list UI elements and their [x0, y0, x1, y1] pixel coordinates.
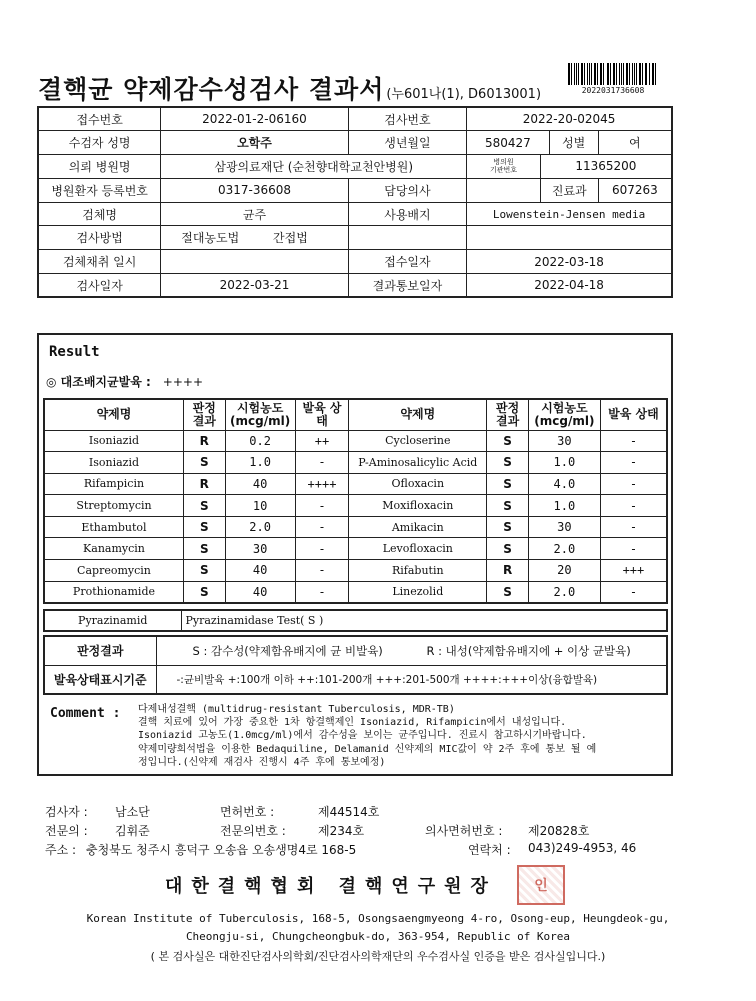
comment-line: Isoniazid 고농도(1.0mcg/ml)에서 감수성을 보이는 균주입니다. 진료시 참고하시기바랍니다.	[138, 730, 587, 742]
judgement: S	[183, 452, 225, 474]
table-row	[44, 581, 667, 603]
label-specimen: 검체명	[38, 202, 161, 226]
doctor-license-no: 제20828호	[528, 824, 590, 838]
pyrazinamide-row	[43, 609, 668, 632]
value-report-date: 2022-04-18	[467, 274, 672, 298]
value-department: 607263	[598, 178, 672, 202]
tester-label: 검사자 :	[45, 805, 88, 819]
test-concentration: 10	[225, 495, 295, 517]
test-concentration: 40	[225, 560, 295, 582]
test-concentration: 1.0	[528, 495, 600, 517]
value-institution-no: 11365200	[540, 155, 672, 179]
test-concentration: 20	[528, 560, 600, 582]
test-concentration: 2.0	[528, 538, 600, 560]
judgement: S	[183, 495, 225, 517]
judge-s: S : 감수성(약제함유배지에 균 비발육)	[192, 643, 383, 658]
header-row	[38, 107, 672, 131]
test-concentration: 2.0	[528, 581, 600, 603]
test-concentration: 40	[225, 581, 295, 603]
label-hospital-patient-no: 병원환자 등록번호	[38, 178, 161, 202]
result-title: Result	[49, 344, 100, 360]
col-drug: 약제명	[44, 399, 183, 430]
col-conc: 시험농도 (mcg/ml)	[528, 399, 600, 430]
legend-table	[43, 635, 668, 695]
value-hospital-patient-no: 0317-36608	[161, 178, 348, 202]
title-main: 결핵균 약제감수성검사 결과서	[38, 75, 385, 104]
growth-status: -	[600, 581, 667, 603]
drug-name: Streptomycin	[44, 495, 183, 517]
drug-name: Rifampicin	[44, 473, 183, 495]
col-conc: 시험농도 (mcg/ml)	[225, 399, 295, 430]
test-concentration: 30	[225, 538, 295, 560]
growth-status: -	[600, 538, 667, 560]
label-institution-line1: 병의원	[493, 157, 514, 166]
growth-status: -	[295, 560, 349, 582]
label-institution-no	[467, 155, 541, 179]
header-row	[38, 178, 672, 202]
test-concentration: 30	[528, 516, 600, 538]
contact-text: 043)249-4953, 46	[528, 841, 637, 855]
empty-cell	[348, 226, 466, 250]
contact-label: 연락처 :	[468, 843, 511, 857]
header-row	[38, 226, 672, 250]
growth-status: ++	[295, 430, 349, 452]
judgement: R	[183, 430, 225, 452]
address-text: 충청북도 청주시 흥덕구 오송읍 오송생명4로 168-5	[86, 843, 357, 857]
doctor-license-label: 의사면허번호 :	[425, 824, 503, 838]
growth-status: -	[295, 538, 349, 560]
test-concentration: 0.2	[225, 430, 295, 452]
judgement: S	[487, 452, 529, 474]
barcode-number: 2022031736608	[581, 86, 645, 95]
culture-value: ++++	[162, 375, 203, 389]
col-judge: 판정 결과	[487, 399, 529, 430]
value-sex: 여	[598, 131, 672, 155]
comment-line: 정입니다.(신약제 재검사 진행시 4주 후에 통보예정)	[138, 756, 386, 768]
birthdate-text: 580427	[467, 131, 550, 154]
value-test-date: 2022-03-21	[161, 274, 348, 298]
growth-status: -	[600, 516, 667, 538]
col-drug: 약제명	[349, 399, 487, 430]
method-indirect: 간접법	[273, 231, 308, 246]
seal-text: 인	[534, 878, 548, 894]
label-hospital: 의뢰 병원명	[38, 155, 161, 179]
value-doctor	[467, 178, 541, 202]
license-no: 제44514호	[318, 805, 380, 819]
susceptibility-table	[43, 398, 668, 604]
test-concentration: 4.0	[528, 473, 600, 495]
drug-name: Ofloxacin	[349, 473, 487, 495]
label-receipt-date: 접수일자	[348, 250, 466, 274]
label-collection-date: 검체채취 일시	[38, 250, 161, 274]
judgement: S	[487, 516, 529, 538]
specialist-no-label: 전문의번호 :	[220, 824, 286, 838]
test-concentration: 1.0	[528, 452, 600, 474]
growth-status: -	[295, 452, 349, 474]
document-title	[38, 70, 541, 106]
value-receipt-no: 2022-01-2-06160	[161, 107, 348, 131]
table-row	[44, 516, 667, 538]
test-concentration: 30	[528, 430, 600, 452]
pza-label: Pyrazinamid	[44, 610, 181, 631]
label-department: 진료과	[540, 178, 598, 202]
drug-name: Moxifloxacin	[349, 495, 487, 517]
specialist-label: 전문의 :	[45, 824, 88, 838]
value-test-no: 2022-20-02045	[467, 107, 672, 131]
label-patient-name: 수검자 성명	[38, 131, 161, 155]
header-row	[38, 155, 672, 179]
patient-info-table	[37, 106, 673, 298]
judgement: S	[487, 495, 529, 517]
judgement: S	[487, 538, 529, 560]
value-method	[161, 226, 348, 250]
control-culture-growth	[46, 373, 203, 390]
label-test-date: 검사일자	[38, 274, 161, 298]
barcode	[568, 63, 658, 85]
judge-r: R : 내성(약제함유배지에 + 이상 균발육)	[426, 643, 631, 658]
value-birthdate	[467, 131, 599, 155]
judgement: R	[183, 473, 225, 495]
judgement: R	[487, 560, 529, 582]
official-seal	[517, 865, 565, 905]
drug-name: Prothionamide	[44, 581, 183, 603]
comment-line: 다제내성결핵 (multidrug-resistant Tuberculosis, MDR-TB)	[138, 704, 455, 715]
comment-label: Comment :	[50, 706, 121, 721]
table-row	[44, 473, 667, 495]
address-label: 주소 :	[45, 843, 77, 857]
english-address-line2: Cheongju-si, Chungcheongbuk-do, 363-954, Republic of Korea	[185, 930, 571, 943]
comment-text	[138, 703, 663, 769]
drug-name: Ethambutol	[44, 516, 183, 538]
drug-name: Kanamycin	[44, 538, 183, 560]
specialist-name: 김휘준	[115, 824, 150, 838]
label-institution-line2: 기관번호	[489, 165, 517, 174]
header-row	[38, 131, 672, 155]
value-hospital: 삼광의료재단 (순천향대학교천안병원)	[161, 155, 467, 179]
drug-name: Isoniazid	[44, 452, 183, 474]
header-row	[38, 250, 672, 274]
drug-name: Rifabutin	[349, 560, 487, 582]
test-concentration: 40	[225, 473, 295, 495]
comment-line: 약제미량희석법을 이용한 Bedaquiline, Delamanid 신약제의 MIC값이 약 2주 후에 통보 될 예	[138, 743, 597, 755]
label-medium: 사용배지	[348, 202, 466, 226]
judgement: S	[487, 581, 529, 603]
drug-name: Linezolid	[349, 581, 487, 603]
table-row	[44, 452, 667, 474]
drug-name: Amikacin	[349, 516, 487, 538]
drug-name: P-Aminosalicylic Acid	[349, 452, 487, 474]
value-medium: Lowenstein-Jensen media	[467, 202, 672, 226]
license-label: 면허번호 :	[220, 805, 275, 819]
judgement: S	[183, 538, 225, 560]
tester-name: 남소단	[115, 805, 150, 819]
judgement: S	[183, 560, 225, 582]
judgement: S	[183, 516, 225, 538]
growth-status: +++	[600, 560, 667, 582]
drug-name: Capreomycin	[44, 560, 183, 582]
growth-status: -	[295, 581, 349, 603]
growth-status: ++++	[295, 473, 349, 495]
certification-note: ( 본 검사실은 대한진단검사의학회/진단검사의학재단의 우수검사실 인증을 받은 검사실입니다.)	[150, 950, 606, 963]
drug-name: Cycloserine	[349, 430, 487, 452]
value-receipt-date: 2022-03-18	[467, 250, 672, 274]
table-row	[44, 495, 667, 517]
value-collection-date	[161, 250, 348, 274]
growth-status: -	[295, 516, 349, 538]
comment-line: 결핵 치료에 있어 가장 중요한 1차 항결핵제인 Isoniazid, Rifampicin에서 내성입니다.	[138, 717, 567, 729]
label-receipt-no: 접수번호	[38, 107, 161, 131]
growth-status: -	[600, 495, 667, 517]
test-concentration: 1.0	[225, 452, 295, 474]
growth-status: -	[295, 495, 349, 517]
english-address-line1: Korean Institute of Tuberculosis, 168-5, Osongsaengmyeong 4-ro, Osong-eup, Heungdeok-gu,	[86, 912, 670, 925]
col-growth: 발육 상태	[600, 399, 667, 430]
value-patient-name: 오학주	[161, 131, 348, 155]
judgement: S	[183, 581, 225, 603]
judgement: S	[487, 430, 529, 452]
label-test-no: 검사번호	[348, 107, 466, 131]
title-code: (누601나(1), D6013001)	[386, 87, 542, 102]
organization-name: 대한결핵협회 결핵연구원장	[165, 876, 497, 897]
growth-legend-label: 발육상태표시기준	[44, 665, 156, 694]
label-method: 검사방법	[38, 226, 161, 250]
header-row	[38, 274, 672, 298]
growth-legend-value: -:균비발육 +:100개 이하 ++:101-200개 +++:201-500개 ++++:+++이상(융합발육)	[156, 665, 667, 694]
table-row	[44, 538, 667, 560]
empty-cell	[467, 226, 672, 250]
label-birthdate: 생년월일	[348, 131, 466, 155]
drug-name: Isoniazid	[44, 430, 183, 452]
col-growth: 발육 상태	[295, 399, 349, 430]
pza-value: Pyrazinamidase Test( S )	[181, 610, 667, 631]
table-row	[44, 430, 667, 452]
value-specimen: 균주	[161, 202, 348, 226]
method-absolute: 절대농도법	[181, 231, 240, 246]
growth-status: -	[600, 452, 667, 474]
specialist-no: 제234호	[318, 824, 365, 838]
label-report-date: 결과통보일자	[348, 274, 466, 298]
label-sex: 성별	[562, 136, 586, 151]
growth-status: -	[600, 473, 667, 495]
table-header-row	[44, 399, 667, 430]
label-doctor: 담당의사	[348, 178, 466, 202]
judge-legend-value	[156, 636, 667, 665]
header-row	[38, 202, 672, 226]
judge-legend-label: 판정결과	[44, 636, 156, 665]
table-row	[44, 560, 667, 582]
culture-label: ◎ 대조배지균발육 :	[46, 375, 151, 389]
test-concentration: 2.0	[225, 516, 295, 538]
judgement: S	[487, 473, 529, 495]
growth-status: -	[600, 430, 667, 452]
col-judge: 판정 결과	[183, 399, 225, 430]
drug-name: Levofloxacin	[349, 538, 487, 560]
